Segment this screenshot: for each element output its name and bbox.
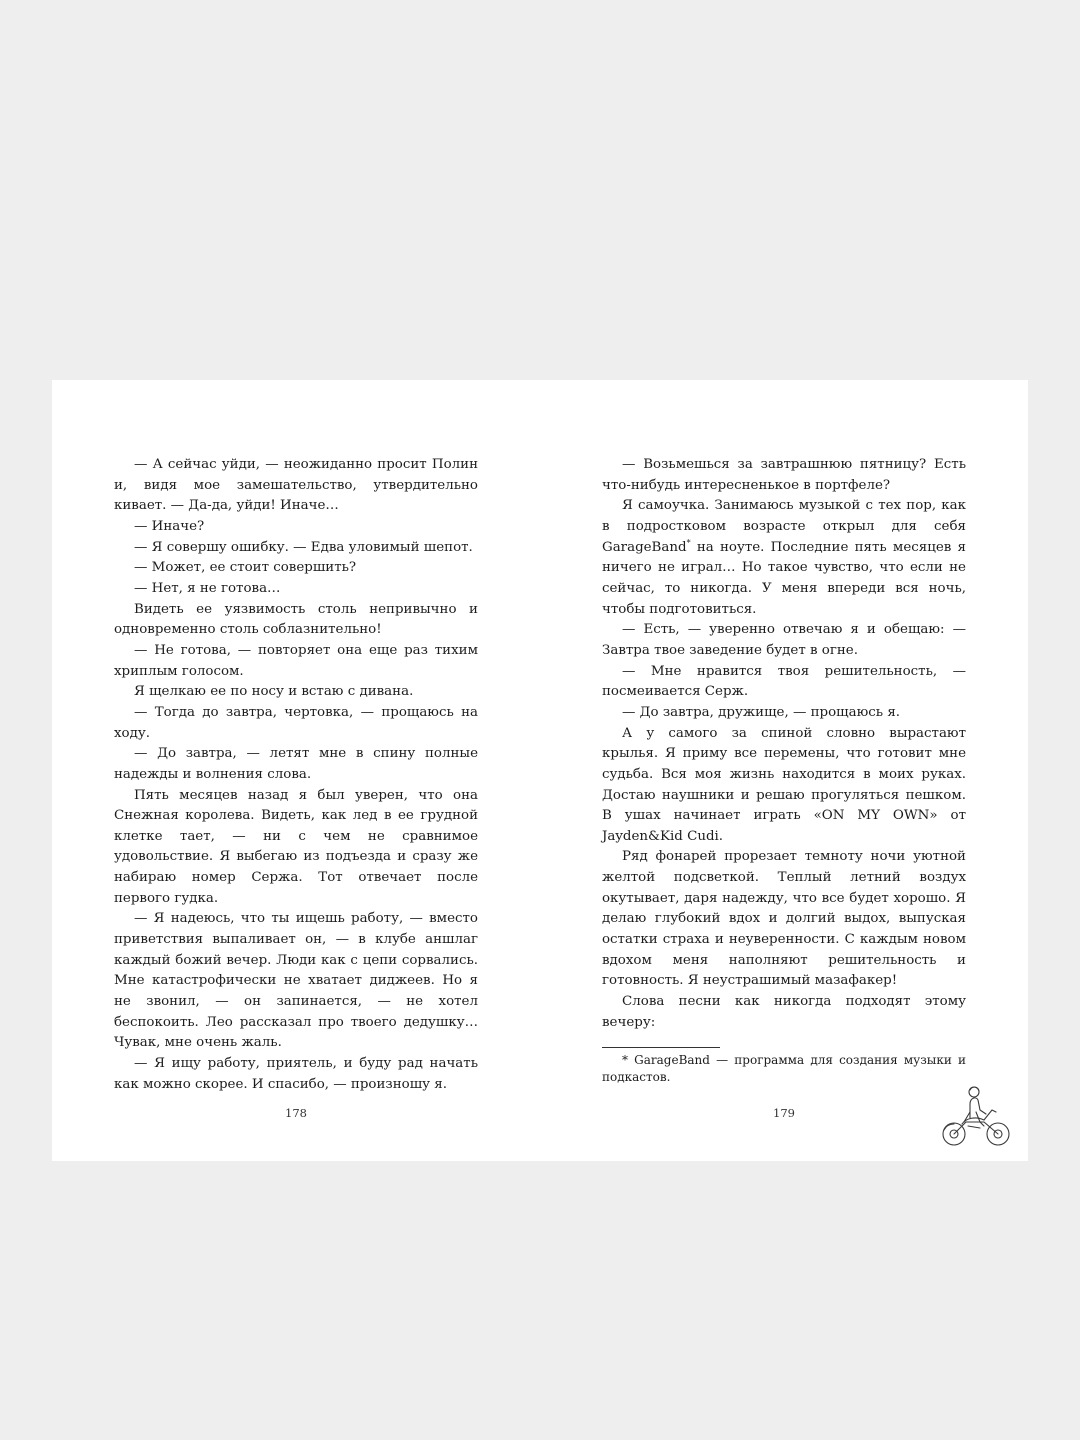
paragraph: — Есть, — уверенно отвечаю я и обещаю: — Завтра твое заведение будет в огне. <box>602 622 966 658</box>
paragraph: — Мне нравится твоя решительность, — посмеивается Серж. <box>602 663 966 700</box>
paragraph-part: Я самоучка. Занимаюсь музыкой с тех пор, как в подростковом возрасте открыл для себя GarageBand <box>602 498 966 555</box>
paragraph: А у самого за спиной словно вырастают крылья. Я приму все перемены, что готовит мне судьба. Вся моя жизнь находится в моих руках. Достаю наушники и решаю прогуляться пешком. В ушах начинает играть «ON MY OWN» от Jayden&Kid Cudi. <box>602 725 966 844</box>
paragraph: — Нет, я не готова… <box>134 580 281 596</box>
paragraph: — Я совершу ошибку. — Едва уловимый шепот. <box>134 539 473 555</box>
paragraph: — Я надеюсь, что ты ищешь работу, — вместо приветствия выпаливает он, — в клубе аншлаг каждый божий вечер. Люди как с цепи сорвались. Мне катастрофически не хватает диджеев. Но я не звонил, — он запинается, — не хотел беспокоить. Лео рассказал про твоего дедушку… Чувак, мне очень жаль. <box>114 911 478 1051</box>
paragraph: — До завтра, — летят мне в спину полные надежды и волнения слова. <box>114 746 478 782</box>
footnote-text: * GarageBand — программа для создания музыки и подкастов. <box>602 1053 966 1085</box>
right-page-text <box>602 455 966 1086</box>
footnote-marker: * <box>686 538 691 548</box>
paragraph: Я щелкаю ее по носу и встаю с дивана. <box>134 684 414 700</box>
page-number-right: 179 <box>773 1106 795 1120</box>
paragraph: — До завтра, дружище, — прощаюсь я. <box>622 704 901 720</box>
paragraph: Слова песни как никогда подходят этому вечеру: <box>602 994 966 1030</box>
page-number-left: 178 <box>285 1106 307 1120</box>
paragraph: — Тогда до завтра, чертовка, — прощаюсь на ходу. <box>114 704 478 741</box>
paragraph-with-footnote-ref <box>602 496 966 620</box>
footnote-divider <box>602 1047 720 1048</box>
paragraph: Ряд фонарей прорезает темноту ночи уютной желтой подсветкой. Теплый летний воздух окутывает, даря надежду, что все будет хорошо. Я делаю глубокий вдох и долгий выдох, выпуская остатки страха и неуверенности. С каждым новом вдохом меня наполняют решительность и готовность. Я неустрашимый мазафакер! <box>602 849 966 989</box>
left-page-text <box>114 455 478 1095</box>
paragraph: — А сейчас уйди, — неожиданно просит Полин и, видя мое замешательство, утвердительно кивает. — Да-да, уйди! Иначе… <box>114 457 478 514</box>
paragraph: Пять месяцев назад я был уверен, что она Снежная королева. Видеть, как лед в ее грудной клетке тает, — ни с чем не сравнимое удовольствие. Я выбегаю из подъезда и сразу же набираю номер Сержа. Тот отвечает после первого гудка. <box>114 787 478 906</box>
paragraph: Видеть ее уязвимость столь непривычно и одновременно столь соблазнительно! <box>114 601 478 638</box>
paragraph: — Может, ее стоит совершить? <box>134 560 357 576</box>
paragraph: — Возьмешься за завтрашнюю пятницу? Есть что-нибудь интересненькое в портфеле? <box>602 457 966 493</box>
paragraph: — Иначе? <box>134 518 205 534</box>
book-spread <box>52 380 1028 1161</box>
footnote <box>602 1052 966 1086</box>
paragraph-part: на ноуте. Последние пять месяцев я ничего не играл… Но такое чувство, что если не сейчас, то никогда. У меня впереди вся ночь, чтобы подготовиться. <box>602 539 966 617</box>
motorcycle-rider-icon <box>940 1082 1012 1150</box>
paragraph: — Не готова, — повторяет она еще раз тихим хриплым голосом. <box>114 642 478 679</box>
paragraph: — Я ищу работу, приятель, и буду рад начать как можно скорее. И спасибо, — произношу я. <box>114 1056 478 1092</box>
